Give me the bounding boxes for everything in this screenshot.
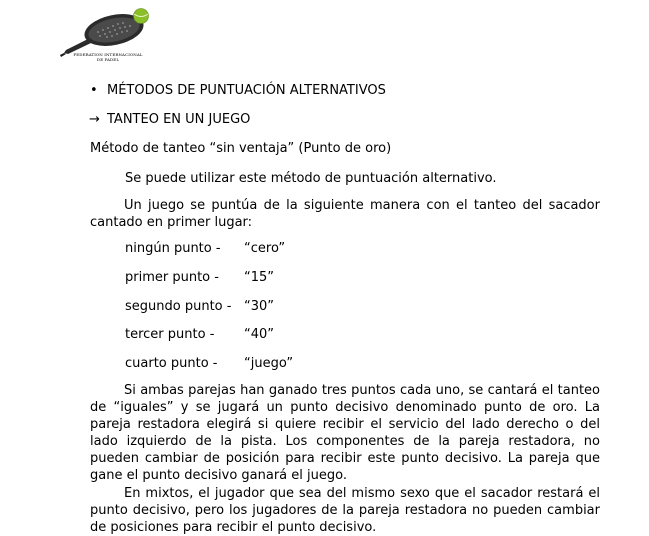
bullet-icon: • [90,83,98,98]
logo-caption-line1: FEDERATION INTERNACIONAL [73,52,143,57]
score-label: cuarto punto - [125,356,218,371]
subheading: TANTEO EN UN JUEGO [107,112,251,127]
score-value: “cero” [244,241,286,256]
score-value: “juego” [244,356,294,371]
score-label: segundo punto - [125,299,232,314]
paragraph-1: Se puede utilizar este método de puntuación alternativo. [125,171,497,186]
paragraph-3 [90,382,600,484]
paragraph-4 [90,485,600,536]
ball-icon [134,9,149,24]
score-value: “30” [244,299,275,314]
logo-caption-line2: DE PADEL [96,57,120,62]
method-title: Método de tanteo “sin ventaja” (Punto de oro) [90,141,392,156]
score-label: primer punto - [125,270,219,285]
paragraph-4-text: En mixtos, el jugador que sea del mismo sexo que el sacador restará el punto decisivo, pero los jugadores de la pareja restadora no pueden cambiar de posiciones para recibir el punto decisivo. [90,486,600,535]
score-label: tercer punto - [125,327,215,342]
score-value: “15” [244,270,275,285]
paragraph-2 [90,197,600,231]
score-label: ningún punto - [125,241,221,256]
section-heading: MÉTODOS DE PUNTUACIÓN ALTERNATIVOS [107,83,386,98]
arrow-icon: → [89,112,100,127]
paragraph-3-text: Si ambas parejas han ganado tres puntos cada uno, se cantará el tanteo de “iguales” y se jugará un punto decisivo denominado punto de oro. La pareja restadora elegirá si quiere recibir el servicio del lado derecho o del lado izquierdo de la pista. Los componentes de la pareja restadora, no pueden cambiar de posición para recibir este punto decisivo. La pareja que gane el punto decisivo ganará el juego. [90,383,600,483]
logo-caption [60,52,156,62]
paragraph-2-text: Un juego se puntúa de la siguiente manera con el tanteo del sacador cantado en primer lugar: [90,198,600,230]
score-value: “40” [244,327,275,342]
